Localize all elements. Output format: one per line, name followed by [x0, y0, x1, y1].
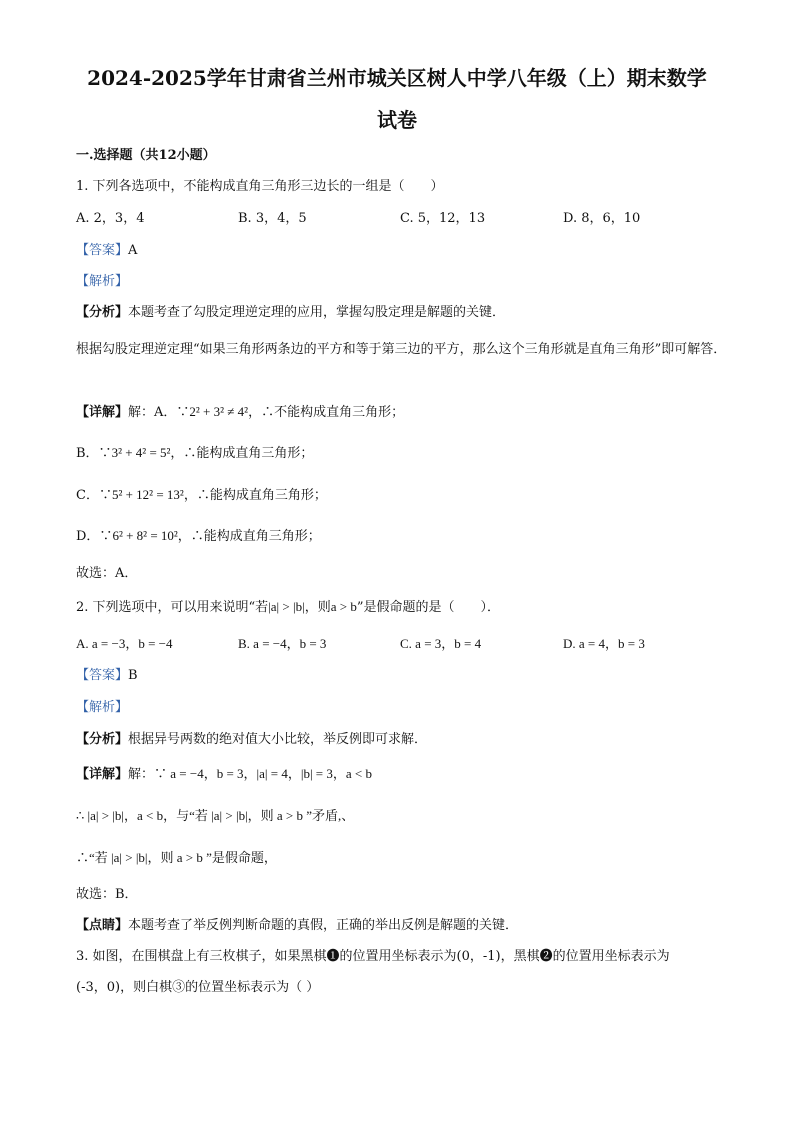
q2-conclusion: 故选：B．: [76, 887, 138, 902]
q1-stem: 1. 下列各选项中，不能构成直角三角形三边长的一组是（ ）: [76, 179, 444, 194]
q1-analysis-tag: 【解析】: [76, 274, 129, 289]
detail-a-prefix: 解：A．∵: [128, 405, 190, 420]
q2-stem-suffix: ”是假命题的是（ ）．: [356, 600, 500, 615]
detail-d-result: ，∴能构成直角三角形；: [177, 529, 321, 544]
detail-c-prefix: C．∵: [76, 488, 112, 503]
q1-answer: [76, 242, 728, 260]
q1-option-a: A. 2，3，4: [76, 211, 145, 226]
q2-option-c: C. a = 3，b = 4: [400, 636, 482, 651]
detail-d-formula: 6² + 8² = 10²: [112, 528, 178, 543]
detail-line-1: 解：∵ a = −4，b = 3，|a| = 4，|b| = 3，a < b: [128, 766, 372, 781]
q1-detail-c: [76, 486, 728, 505]
detail-a-result: ，∴不能构成直角三角形；: [248, 405, 405, 420]
q3-stem-line-1: 3. 如图，在围棋盘上有三枚棋子，如果黑棋❶的位置用坐标表示为(0，-1)，黑棋❷的位置用坐标表示为: [76, 949, 670, 964]
q1-option-c: C. 5，12，13: [400, 211, 486, 226]
q1-option-b: B. 3，4，5: [238, 211, 307, 226]
q2-detail-3: ∴“若 |a| > |b|，则 a > b ”是假命题，: [76, 850, 277, 865]
fenxi-tag: 【分析】: [76, 732, 129, 747]
detail-b-prefix: B．∵: [76, 446, 112, 461]
q1-fenxi: [76, 304, 728, 322]
document-title-line-2: 试卷: [377, 108, 417, 132]
dianjing-text: 本题考查了举反例判断命题的真假，正确的举出反例是解题的关键．: [128, 918, 519, 933]
q2-stem-prefix: 2. 下列选项中，可以用来说明“若: [76, 600, 269, 615]
q2-stem-middle: ，则: [304, 600, 331, 615]
q2-option-b: B. a = −4，b = 3: [238, 636, 327, 651]
detail-d-prefix: D．∵: [76, 529, 113, 544]
answer-value: B: [128, 668, 138, 683]
detail-b-result: ，∴能构成直角三角形；: [170, 446, 314, 461]
detail-c-result: ，∴能构成直角三角形；: [183, 488, 327, 503]
fenxi-text: 本题考查了勾股定理逆定理的应用，掌握勾股定理是解题的关键．: [128, 305, 506, 320]
answer-tag: 【答案】: [76, 243, 129, 258]
q2-stem-conclusion: a > b: [330, 599, 357, 614]
detail-tag: 【详解】: [76, 405, 129, 420]
q2-answer: [76, 667, 728, 685]
q2-option-a: A. a = −3，b = −4: [76, 636, 173, 651]
q1-detail-b: [76, 444, 728, 463]
answer-value: A: [128, 243, 138, 258]
q1-fenxi-2: 根据勾股定理逆定理“如果三角形两条边的平方和等于第三边的平方，那么这个三角形就是直角三角形”即可解答．: [76, 342, 727, 357]
q2-stem-condition: |a| > |b|: [268, 599, 305, 614]
q2-option-d: D. a = 4，b = 3: [563, 636, 645, 651]
q2-analysis-tag: 【解析】: [76, 700, 129, 715]
q2-stem: [76, 598, 728, 617]
dianjing-tag: 【点睛】: [76, 918, 129, 933]
q2-detail-2: ∴ |a| > |b|，a < b，与“若 |a| > |b|，则 a > b ”矛盾,、: [76, 808, 355, 823]
q1-detail-a: [76, 403, 728, 422]
section-heading: 一.选择题（共12小题）: [76, 148, 216, 163]
q1-conclusion: 故选：A．: [76, 566, 138, 581]
detail-b-formula: 3² + 4² = 5²: [111, 445, 171, 460]
q1-detail-d: [76, 527, 728, 546]
q3-stem-line-2: (-3，0)，则白棋③的位置坐标表示为（ ）: [76, 980, 320, 995]
fenxi-text: 根据异号两数的绝对值大小比较，举反例即可求解．: [128, 732, 428, 747]
detail-a-formula: 2² + 3² ≠ 4²: [189, 404, 249, 419]
answer-tag: 【答案】: [76, 668, 129, 683]
fenxi-tag: 【分析】: [76, 305, 129, 320]
q2-fenxi: [76, 731, 728, 749]
detail-c-formula: 5² + 12² = 13²: [111, 487, 184, 502]
q2-detail-1: [76, 765, 728, 784]
q1-option-d: D. 8，6，10: [563, 211, 641, 226]
document-title-line-1: 2024-2025学年甘肃省兰州市城关区树人中学八年级（上）期末数学: [87, 66, 707, 90]
detail-tag: 【详解】: [76, 767, 129, 782]
q2-dianjing: [76, 917, 728, 935]
